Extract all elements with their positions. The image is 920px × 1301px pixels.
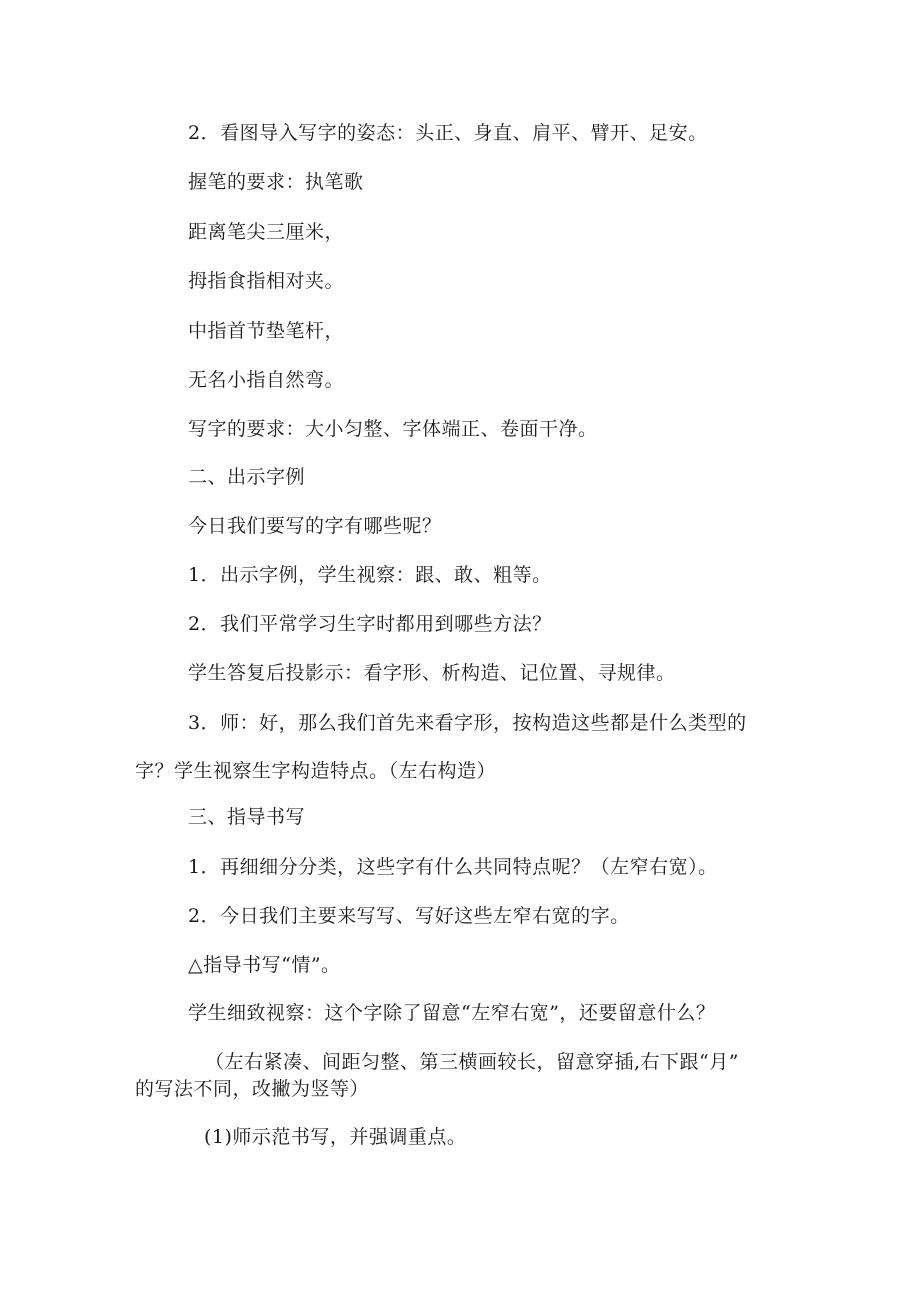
paragraph-item-3: 3．师：好，那么我们首先来看字形，按构造这些都是什么类型的 [188,712,747,734]
paragraph-pen-grip-title: 握笔的要求：执笔歌 [188,171,364,193]
paragraph-poem-line-4: 无名小指自然弯。 [188,369,345,391]
paragraph-item-2: 2．我们平常学习生字时都用到哪些方法？ [188,613,552,635]
paragraph-guide-qing: △指导书写“情”。 [188,954,341,976]
paragraph-writing-posture: 2．看图导入写字的姿态：头正、身直、肩平、臂开、足安。 [188,122,708,144]
paragraph-demo: (1)师示范书写，并强调重点。 [204,1126,467,1148]
paragraph-observation: 学生细致视察：这个字除了留意“左窄右宽”，还要留意什么？ [188,1002,716,1024]
paragraph-poem-line-3: 中指首节垫笔杆， [188,320,345,342]
paragraph-student-answer: 学生答复后投影示：看字形、析构造、记位置、寻规律。 [188,662,676,684]
paragraph-guide-item-2: 2．今日我们主要来写写、写好这些左窄右宽的字。 [188,905,630,927]
paragraph-note: （左右紧凑、间距匀整、第三横画较长，留意穿插,右下跟“月” [205,1051,739,1073]
paragraph-writing-requirements: 写字的要求：大小匀整、字体端正、卷面干净。 [188,418,598,440]
paragraph-note-continued: 的写法不同，改撇为竖等） [135,1078,370,1100]
paragraph-item-1: 1．出示字例，学生视察：跟、敢、粗等。 [188,564,552,586]
section-heading-2: 二、出示字例 [188,466,306,488]
paragraph-item-3-continued: 字？学生视察生字构造特点。（左右构造） [135,760,497,782]
section-heading-3: 三、指导书写 [188,806,306,828]
paragraph-guide-item-1: 1．再细细分分类，这些字有什么共同特点呢？（左窄右宽）。 [188,856,718,878]
paragraph-question: 今日我们要写的字有哪些呢？ [188,515,442,537]
paragraph-poem-line-2: 拇指食指相对夹。 [188,270,345,292]
paragraph-poem-line-1: 距离笔尖三厘米， [188,221,345,243]
